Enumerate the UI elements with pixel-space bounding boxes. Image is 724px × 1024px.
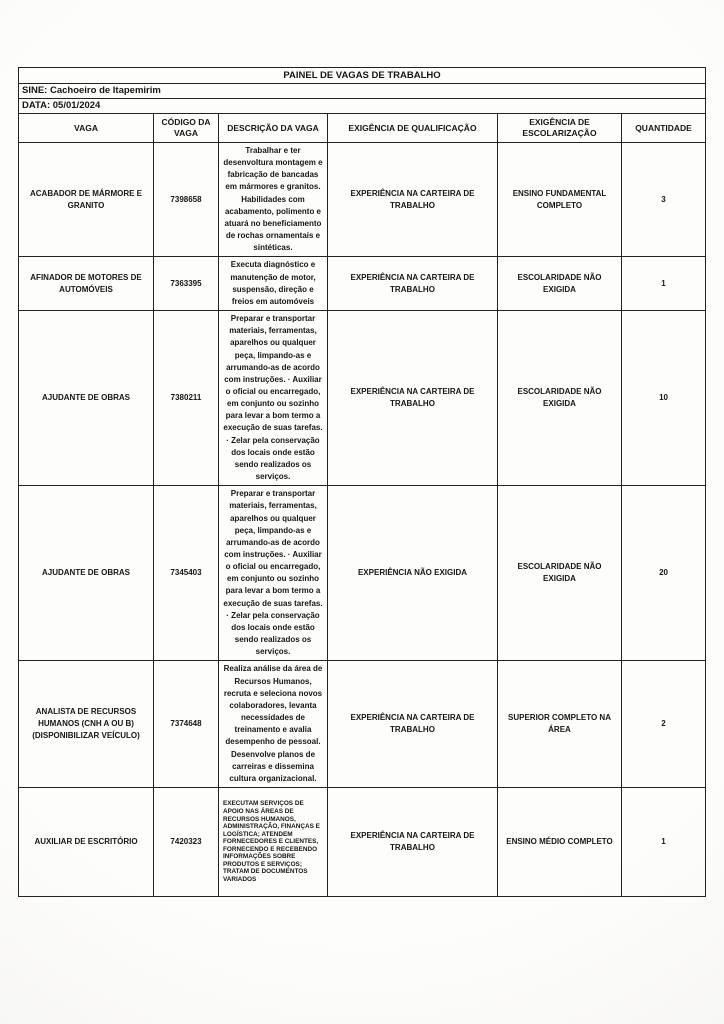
codigo-cell: 7398658 xyxy=(154,143,219,257)
vaga-cell: AJUDANTE DE OBRAS xyxy=(19,486,154,661)
column-header-quantidade: QUANTIDADE xyxy=(622,114,706,143)
escolarizacao-cell: ENSINO FUNDAMENTAL COMPLETO xyxy=(498,143,622,257)
table-row xyxy=(19,486,706,661)
title-row xyxy=(19,68,706,84)
table-row xyxy=(19,257,706,311)
table-row xyxy=(19,311,706,486)
sine-row xyxy=(19,84,706,99)
page-title: PAINEL DE VAGAS DE TRABALHO xyxy=(19,68,706,84)
codigo-cell: 7374648 xyxy=(154,661,219,788)
qualificacao-cell: EXPERIÊNCIA NA CARTEIRA DE TRABALHO xyxy=(328,311,498,486)
codigo-cell: 7420323 xyxy=(154,787,219,896)
vaga-cell: AUXILIAR DE ESCRITÓRIO xyxy=(19,787,154,896)
quantidade-cell: 3 xyxy=(622,143,706,257)
table-row xyxy=(19,143,706,257)
column-header-descricao: DESCRIÇÃO DA VAGA xyxy=(219,114,328,143)
descricao-cell: Preparar e transportar materiais, ferramentas, aparelhos ou qualquer peça, limpando-as e arrumando-as de acordo com instruções. · Auxiliar o oficial ou encarregado, em conjunto ou sozinho para levar a bom termo a execução de suas tarefas. · Zelar pela conservação dos locais onde estão sendo realizados os serviços. xyxy=(219,486,328,661)
descricao-cell: EXECUTAM SERVIÇOS DE APOIO NAS ÁREAS DE RECURSOS HUMANOS, ADMINISTRAÇÃO, FINANÇAS E LOGÍSTICA; ATENDEM FORNECEDORES E CLIENTES, FORNECENDO E RECEBENDO INFORMAÇÕES SOBRE PRODUTOS E SERVIÇOS; TRATAM DE DOCUMENTOS VARIADOS xyxy=(219,787,328,896)
column-header-escolarizacao: EXIGÊNCIA DE ESCOLARIZAÇÃO xyxy=(498,114,622,143)
quantidade-cell: 2 xyxy=(622,661,706,788)
qualificacao-cell: EXPERIÊNCIA NA CARTEIRA DE TRABALHO xyxy=(328,661,498,788)
qualificacao-cell: EXPERIÊNCIA NA CARTEIRA DE TRABALHO xyxy=(328,787,498,896)
descricao-cell: Realiza análise da área de Recursos Humanos, recruta e seleciona novos colaboradores, levanta necessidades de treinamento e avalia desempenho de pessoal. Desenvolve planos de carreiras e dissemina cultura organizacional. xyxy=(219,661,328,788)
quantidade-cell: 10 xyxy=(622,311,706,486)
quantidade-cell: 20 xyxy=(622,486,706,661)
column-header-codigo: CÓDIGO DA VAGA xyxy=(154,114,219,143)
escolarizacao-cell: SUPERIOR COMPLETO NA ÁREA xyxy=(498,661,622,788)
codigo-cell: 7380211 xyxy=(154,311,219,486)
column-header-vaga: VAGA xyxy=(19,114,154,143)
vagas-table xyxy=(18,67,706,897)
qualificacao-cell: EXPERIÊNCIA NÃO EXIGIDA xyxy=(328,486,498,661)
descricao-cell: Executa diagnóstico e manutenção de motor, suspensão, direção e freios em automóveis xyxy=(219,257,328,311)
table-row xyxy=(19,787,706,896)
escolarizacao-cell: ESCOLARIDADE NÃO EXIGIDA xyxy=(498,486,622,661)
sine-label: SINE: Cachoeiro de Itapemirim xyxy=(19,84,706,99)
qualificacao-cell: EXPERIÊNCIA NA CARTEIRA DE TRABALHO xyxy=(328,143,498,257)
escolarizacao-cell: ESCOLARIDADE NÃO EXIGIDA xyxy=(498,311,622,486)
quantidade-cell: 1 xyxy=(622,787,706,896)
column-header-qualificacao: EXIGÊNCIA DE QUALIFICAÇÃO xyxy=(328,114,498,143)
vaga-cell: AFINADOR DE MOTORES DE AUTOMÓVEIS xyxy=(19,257,154,311)
vaga-cell: ANALISTA DE RECURSOS HUMANOS (CNH A OU B) (DISPONIBILIZAR VEÍCULO) xyxy=(19,661,154,788)
date-label: DATA: 05/01/2024 xyxy=(19,99,706,114)
column-header-row xyxy=(19,114,706,143)
date-row xyxy=(19,99,706,114)
escolarizacao-cell: ESCOLARIDADE NÃO EXIGIDA xyxy=(498,257,622,311)
vaga-cell: ACABADOR DE MÁRMORE E GRANITO xyxy=(19,143,154,257)
escolarizacao-cell: ENSINO MÉDIO COMPLETO xyxy=(498,787,622,896)
descricao-cell: Trabalhar e ter desenvoltura montagem e fabricação de bancadas em mármores e granitos. Habilidades com acabamento, polimento e atuará no beneficiamento de rochas ornamentais e sintéticas. xyxy=(219,143,328,257)
quantidade-cell: 1 xyxy=(622,257,706,311)
qualificacao-cell: EXPERIÊNCIA NA CARTEIRA DE TRABALHO xyxy=(328,257,498,311)
codigo-cell: 7363395 xyxy=(154,257,219,311)
vaga-cell: AJUDANTE DE OBRAS xyxy=(19,311,154,486)
codigo-cell: 7345403 xyxy=(154,486,219,661)
descricao-cell: Preparar e transportar materiais, ferramentas, aparelhos ou qualquer peça, limpando-as e arrumando-as de acordo com instruções. · Auxiliar o oficial ou encarregado, em conjunto ou sozinho para levar a bom termo a execução de suas tarefas. · Zelar pela conservação dos locais onde estão sendo realizados os serviços. xyxy=(219,311,328,486)
table-row xyxy=(19,661,706,788)
